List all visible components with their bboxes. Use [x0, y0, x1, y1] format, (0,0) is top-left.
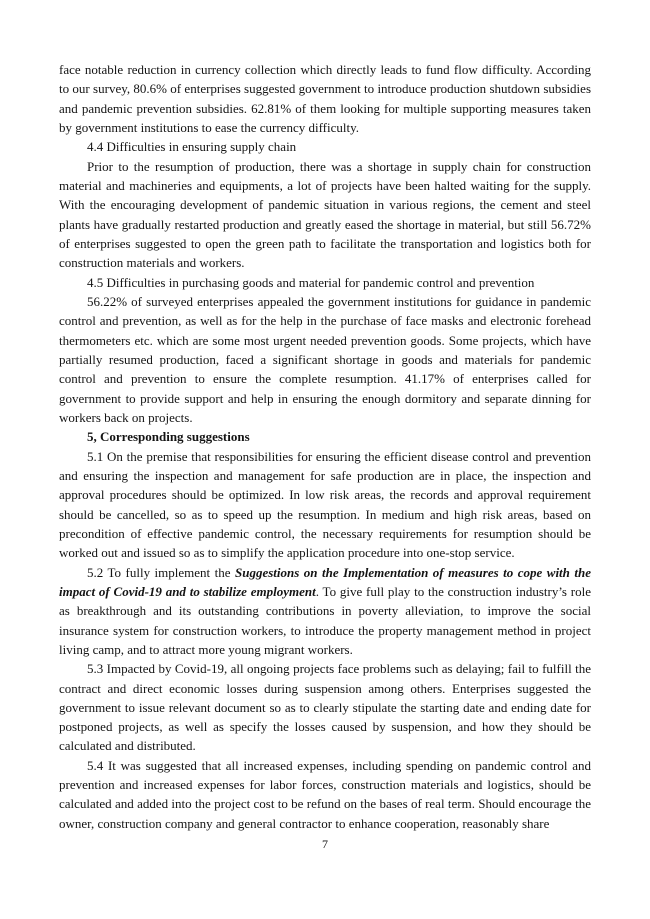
paragraph-continuation: face notable reduction in currency collection which directly leads to fund flow difficulty. According to our survey, 80.6% of enterprises suggested government to introduce production shutdown subsidies and pandemic prevention subsidies. 62.81% of them looking for multiple supporting measures taken by government institutions to ease the currency difficulty. — [59, 62, 591, 135]
paragraph-5-1: 5.1 On the premise that responsibilities for ensuring the efficient disease control and prevention and ensuring the inspection and management for safe production are in place, the inspection and approval procedures should be optimized. In low risk areas, the records and approval requirement should be cancelled, so as to speed up the resumption. In medium and high risk areas, based on precondition of effective pandemic control, the necessary requirements for resumption should be worked out and issued so as to simplify the application procedure into one-stop service. — [59, 448, 591, 561]
section-heading-4-4: 4.4 Difficulties in ensuring supply chain — [87, 139, 297, 155]
document-title-reference: Suggestions on the Implementation of measures to cope with the impact of Covid-19 and to stabilize employment — [59, 564, 591, 599]
paragraph-5-4: 5.4 It was suggested that all increased expenses, including spending on pandemic control and prevention and increased expenses for labor forces, construction materials and logistics, should be calculated and added into the project cost to be refund on the bases of real term. Should encourage the owner, construction company and general contractor to enhance cooperation, reasonably share — [59, 757, 591, 831]
page-number: 7 — [322, 837, 328, 851]
paragraph-5-2-suffix: . To give full play to the construction industry’s role as breakthrough and its outstanding contributions in poverty alleviation, to improve the social insurance system for construction workers, to introduce the property management method in project living camp, and to attract more young migrant workers. — [59, 583, 592, 657]
section-heading-4-5: 4.5 Difficulties in purchasing goods and material for pandemic control and prevention — [87, 274, 535, 290]
paragraph-5-2 — [59, 563, 591, 660]
paragraph-4-4: Prior to the resumption of production, there was a shortage in supply chain for construction material and machineries and equipments, a lot of projects have been halted waiting for the supply. With the encouraging development of pandemic situation in various regions, the cement and steel plants have gradually restarted production and greatly eased the shortage in material, but still 56.72% of enterprises suggested to open the green path to facilitate the transportation and logistics both for construction materials and workers. — [59, 158, 591, 271]
paragraph-4-5: 56.22% of surveyed enterprises appealed the government institutions for guidance in pandemic control and prevention, as well as for the help in the purchase of face masks and electronic forehead thermometers etc. which are some most urgent needed prevention goods. Some projects, which have partially resumed production, faced a significant shortage in goods and materials for pandemic control and prevention to ensure the complete resumption. 41.17% of enterprises called for government to provide support and help in ensuring the enough dormitory and separate dinning for workers back on projects. — [59, 293, 591, 425]
section-heading-5: 5, Corresponding suggestions — [87, 429, 250, 445]
paragraph-5-2-prefix: 5.2 To fully implement the — [87, 564, 235, 580]
paragraph-5-3: 5.3 Impacted by Covid-19, all ongoing projects face problems such as delaying; fail to fulfill the contract and direct economic losses during suspension among others. Enterprises suggested the government to issue relevant document so as to clearly stipulate the starting date and ending date for postponed projects, as well as specify the losses caused by suspension, and how they should be calculated and distributed. — [59, 661, 591, 754]
